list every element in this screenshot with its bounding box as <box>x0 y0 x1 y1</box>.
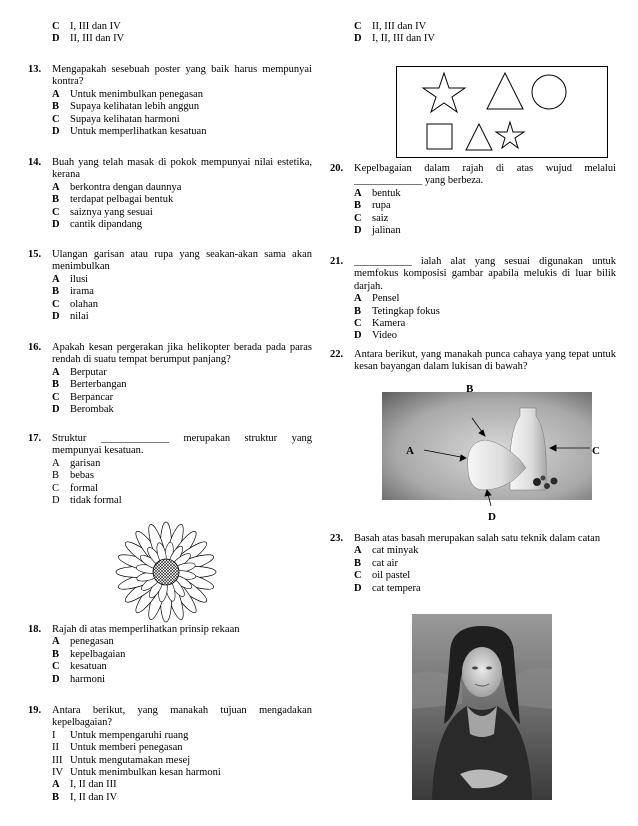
question-13 <box>28 64 312 138</box>
option-b[interactable]: B kepelbagaian <box>52 648 126 660</box>
question-21 <box>330 256 616 343</box>
question-number: 13. <box>28 64 42 75</box>
still-life-figure <box>370 382 610 522</box>
question-14 <box>28 157 312 231</box>
question-19 <box>28 705 312 804</box>
left-eye <box>472 667 478 670</box>
option-c[interactable]: C formal <box>52 482 98 494</box>
option-d[interactable]: D Video <box>354 330 398 342</box>
flower-figure <box>114 520 218 624</box>
statement-iv: IV Untuk menimbulkan kesan harmoni <box>52 767 221 779</box>
question-17 <box>28 433 312 507</box>
option-b[interactable]: B Supaya kelihatan lebih anggun <box>52 101 200 113</box>
fruit <box>544 483 550 489</box>
question-text: Kepelbagaian dalam rajah di atas wujud melalui _____________ yang berbeza. <box>354 163 616 187</box>
question-number: 23. <box>330 533 344 544</box>
option-c[interactable]: C Berpancar <box>52 391 114 403</box>
option-c[interactable]: C olahan <box>52 298 98 310</box>
option-d[interactable]: D I, II, III dan IV <box>354 33 435 45</box>
option-a[interactable]: A garisan <box>52 457 101 469</box>
square-shape <box>427 124 452 149</box>
question-22 <box>330 349 616 374</box>
triangle-shape <box>487 73 523 109</box>
question-number: 22. <box>330 349 344 360</box>
question-number: 21. <box>330 256 344 267</box>
question-text: Buah yang telah masak di pokok mempunyai nilai estetika, kerana <box>52 157 312 181</box>
option-b[interactable]: B Berterbangan <box>52 379 127 391</box>
prev-question-options-left <box>28 21 312 46</box>
option-a[interactable]: A I, II dan III <box>52 779 117 791</box>
question-number: 20. <box>330 163 344 174</box>
circle-shape <box>532 75 566 109</box>
flower-center <box>153 559 179 585</box>
option-b[interactable]: B bebas <box>52 470 94 482</box>
option-a[interactable]: A berkontra dengan daunnya <box>52 181 182 193</box>
question-20 <box>330 163 616 237</box>
question-text: Struktur _____________ merupakan struktur yang mempunyai kesatuan. <box>52 433 312 457</box>
fruit <box>551 478 558 485</box>
option-c[interactable]: C oil pastel <box>354 570 411 582</box>
mona-lisa-painting <box>412 614 552 800</box>
small-triangle-shape <box>466 124 492 150</box>
question-number: 15. <box>28 249 42 260</box>
face <box>462 647 502 697</box>
label-a: A <box>406 445 414 457</box>
question-number: 17. <box>28 433 42 444</box>
option-d[interactable]: D harmoni <box>52 673 105 685</box>
option-d[interactable]: D cat tempera <box>354 582 421 594</box>
option-d[interactable]: D jalinan <box>354 225 401 237</box>
shapes-figure <box>396 66 608 158</box>
question-number: 18. <box>28 624 42 635</box>
fruit <box>533 478 541 486</box>
question-18 <box>28 624 312 686</box>
prev-question-options-right <box>330 21 616 46</box>
label-c: C <box>592 445 600 457</box>
option-a[interactable]: A Untuk menimbulkan penegasan <box>52 88 203 100</box>
option-b[interactable]: B Tetingkap fokus <box>354 305 440 317</box>
question-text: Antara berikut, yang manakah punca cahaya yang tepat untuk kesan bayangan dalam lukisan di bawah? <box>354 349 616 373</box>
option-d[interactable]: D nilai <box>52 311 89 323</box>
statement-ii: II Untuk memberi penegasan <box>52 742 183 754</box>
question-text: ___________ ialah alat yang sesuai digunakan untuk memfokus komposisi gambar apabila melukis di luar bilik darjah. <box>354 256 616 292</box>
question-number: 16. <box>28 342 42 353</box>
label-d: D <box>488 511 496 522</box>
question-text: Ulangan garisan atau rupa yang seakan-akan sama akan menimbulkan <box>52 249 312 273</box>
option-c[interactable]: C saiznya yang sesuai <box>52 206 153 218</box>
question-text: Apakah kesan pergerakan jika helikopter berada pada paras rendah di suatu tempat berumput panjang? <box>52 342 312 366</box>
option-b[interactable]: B cat air <box>354 557 398 569</box>
statement-iii: III Untuk mengutamakan mesej <box>52 754 191 766</box>
question-text: Antara berikut, yang manakah tujuan mengadakan kepelbagaian? <box>52 705 312 729</box>
option-c[interactable]: C saiz <box>354 212 389 224</box>
question-16 <box>28 342 312 416</box>
option-a[interactable]: A Berputar <box>52 366 107 378</box>
option-d[interactable]: D tidak formal <box>52 495 122 507</box>
option-c[interactable]: C I, III dan IV <box>52 21 121 32</box>
option-b[interactable]: B I, II dan IV <box>52 791 118 803</box>
option-c[interactable]: C kesatuan <box>52 661 107 673</box>
option-a[interactable]: A bentuk <box>354 187 401 199</box>
question-text: Basah atas basah merupakan salah satu teknik dalam catan <box>354 533 601 544</box>
small-star-shape <box>496 122 524 148</box>
option-c[interactable]: C II, III dan IV <box>354 21 427 32</box>
option-c[interactable]: C Supaya kelihatan harmoni <box>52 113 180 125</box>
option-d[interactable]: D II, III dan IV <box>52 33 125 45</box>
option-b[interactable]: B terdapat pelbagai bentuk <box>52 194 174 206</box>
question-number: 19. <box>28 705 42 716</box>
fruit <box>541 476 546 481</box>
option-a[interactable]: A cat minyak <box>354 545 419 557</box>
option-b[interactable]: B irama <box>52 286 94 298</box>
question-text: Mengapakah sesebuah poster yang baik harus mempunyai kontra? <box>52 64 312 88</box>
option-a[interactable]: A penegasan <box>52 636 114 648</box>
question-number: 14. <box>28 157 42 168</box>
option-a[interactable]: A Pensel <box>354 293 400 305</box>
option-d[interactable]: D Berombak <box>52 404 114 416</box>
question-23 <box>330 533 616 595</box>
option-c[interactable]: C Kamera <box>354 318 406 330</box>
question-15 <box>28 249 312 323</box>
option-d[interactable]: D cantik dipandang <box>52 219 143 231</box>
star-shape <box>423 73 465 112</box>
statement-i: I Untuk mempengaruhi ruang <box>52 729 189 741</box>
question-text: Rajah di atas memperlihatkan prinsip rekaan <box>52 624 240 635</box>
option-d[interactable]: D Untuk memperlihatkan kesatuan <box>52 126 207 138</box>
label-b: B <box>466 383 474 395</box>
right-eye <box>486 667 492 670</box>
option-a[interactable]: A ilusi <box>52 273 89 285</box>
option-b[interactable]: B rupa <box>354 200 391 212</box>
